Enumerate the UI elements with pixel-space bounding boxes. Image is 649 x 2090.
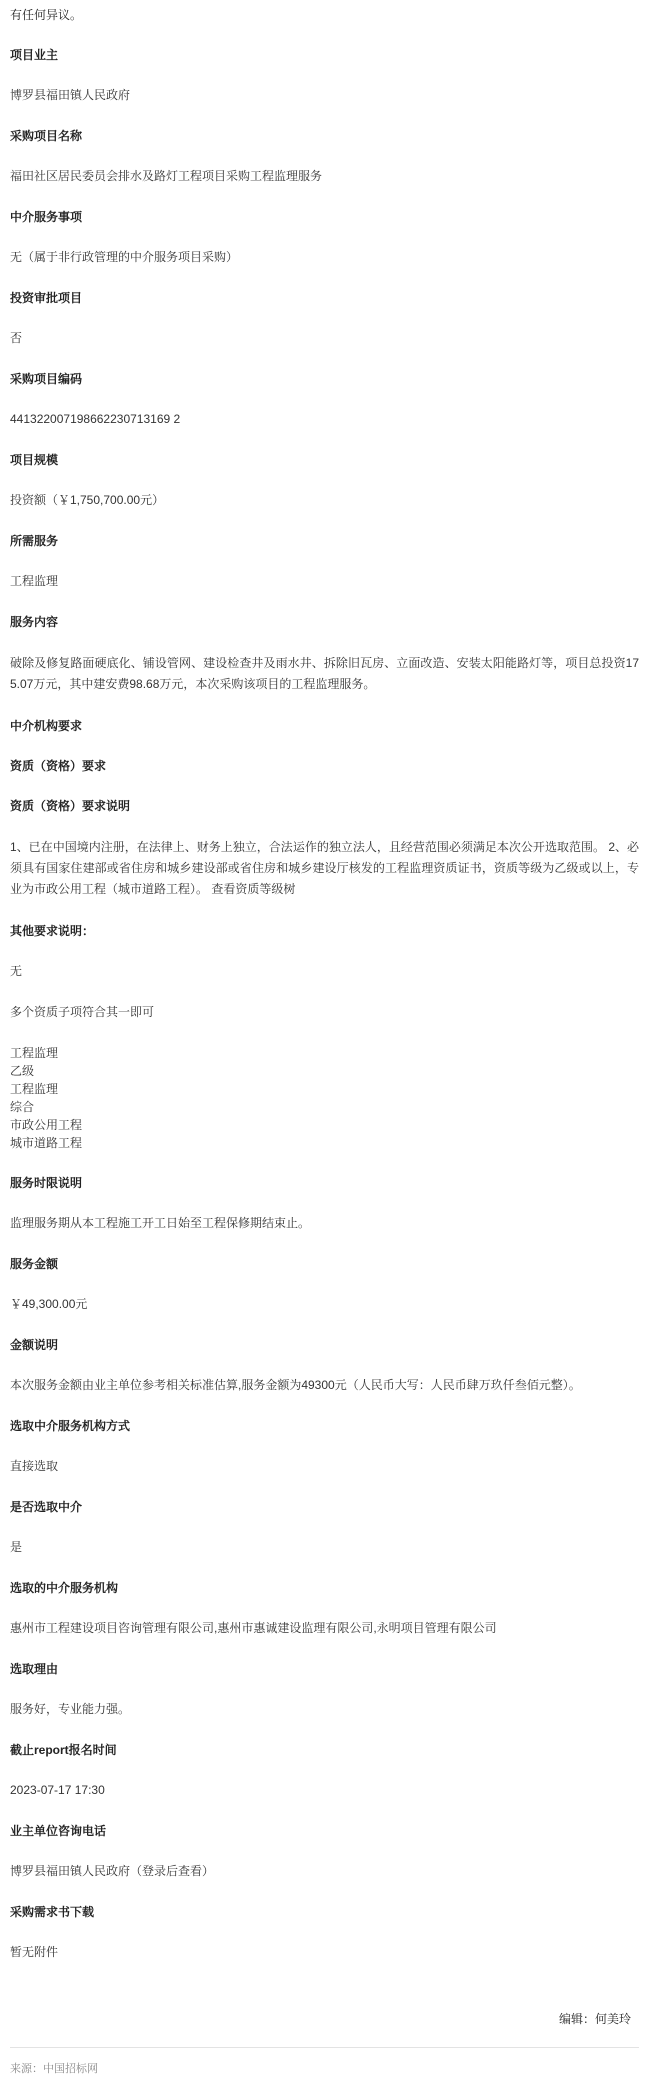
list-item: 城市道路工程: [10, 1136, 83, 1150]
value-agency-service-item: 无（属于非行政管理的中介服务项目采购）: [10, 250, 239, 264]
label-qualification-requirement: 资质（资格）要求: [10, 759, 107, 773]
label-owner-phone: 业主单位咨询电话: [10, 1824, 107, 1838]
value-project-owner: 博罗县福田镇人民政府: [10, 88, 131, 102]
label-other-requirements: 其他要求说明：: [10, 924, 95, 938]
list-item: 综合: [10, 1100, 35, 1114]
label-amount-description: 金额说明: [10, 1338, 59, 1352]
label-procurement-name: 采购项目名称: [10, 129, 83, 143]
qualification-list: [10, 1044, 639, 1152]
value-service-content: 破除及修复路面硬底化、铺设管网、建设检查井及雨水井、拆除旧瓦房、立面改造、安装太阳能路灯等，项目总投资175.07万元，其中建安费98.68万元，本次采购该项目的工程监理服务。: [10, 656, 639, 691]
value-selected-agencies: 惠州市工程建设项目咨询管理有限公司,惠州市惠诚建设监理有限公司,永明项目管理有限公司: [10, 1621, 497, 1635]
label-requirement-download: 采购需求书下载: [10, 1905, 95, 1919]
value-project-scale: 投资额（￥1,750,700.00元）: [10, 493, 165, 507]
label-project-scale: 项目规模: [10, 453, 59, 467]
label-selection-reason: 选取理由: [10, 1662, 59, 1676]
label-project-code: 采购项目编码: [10, 372, 83, 386]
value-investment-approval: 否: [10, 331, 23, 345]
value-amount-description: 本次服务金额由业主单位参考相关标准估算,服务金额为49300元（人民币大写：人民币肆万玖仟叁佰元整）。: [10, 1378, 581, 1392]
value-owner-phone[interactable]: 博罗县福田镇人民政府（登录后查看）: [10, 1864, 215, 1878]
multi-qualification-note: 多个资质子项符合其一即可: [10, 1005, 155, 1019]
value-requirement-download: 暂无附件: [10, 1945, 59, 1959]
editor-credit: 编辑：何美玲: [558, 2012, 631, 2026]
value-qualification-requirement-desc: 1、已在中国境内注册，在法律上、财务上独立，合法运作的独立法人，且经营范围必须满足本次公开选取范围。 2、必须具有国家住建部或省住房和城乡建设部或省住房和城乡建设厅核发的工程监理资质证书，资质等级为乙级或以上，专业为市政公用工程（城市道路工程）。 查看资质等级树: [10, 840, 639, 896]
label-agency-service-item: 中介服务事项: [10, 210, 83, 224]
list-item: 工程监理: [10, 1046, 59, 1060]
label-agency-selected: 是否选取中介: [10, 1500, 83, 1514]
list-item: 乙级: [10, 1064, 35, 1078]
value-deadline: 2023-07-17 17:30: [10, 1783, 105, 1797]
label-service-amount: 服务金额: [10, 1257, 59, 1271]
value-other-requirements: 无: [10, 964, 23, 978]
label-agency-requirements: 中介机构要求: [10, 719, 83, 733]
label-project-owner: 项目业主: [10, 48, 59, 62]
value-selection-reason: 服务好，专业能力强。: [10, 1702, 131, 1716]
label-deadline: 截止report报名时间: [10, 1743, 117, 1757]
value-procurement-name: 福田社区居民委员会排水及路灯工程项目采购工程监理服务: [10, 169, 323, 183]
label-selected-agencies: 选取的中介服务机构: [10, 1581, 119, 1595]
value-required-service: 工程监理: [10, 574, 59, 588]
source-text: 来源：中国招标网: [10, 2063, 98, 2075]
value-service-amount: ￥49,300.00元: [10, 1297, 88, 1311]
label-service-period: 服务时限说明: [10, 1176, 83, 1190]
label-qualification-requirement-desc: 资质（资格）要求说明: [10, 799, 131, 813]
label-selection-method: 选取中介服务机构方式: [10, 1419, 131, 1433]
value-selection-method: 直接选取: [10, 1459, 59, 1473]
list-item: 市政公用工程: [10, 1118, 83, 1132]
label-required-service: 所需服务: [10, 534, 59, 548]
label-investment-approval: 投资审批项目: [10, 291, 83, 305]
value-agency-selected: 是: [10, 1540, 23, 1554]
list-item: 工程监理: [10, 1082, 59, 1096]
value-project-code: 441322007198662230713169 2: [10, 412, 181, 426]
value-service-period: 监理服务期从本工程施工开工日始至工程保修期结束止。: [10, 1216, 311, 1230]
intro-text: 有任何异议。: [10, 8, 83, 22]
label-service-content: 服务内容: [10, 615, 59, 629]
